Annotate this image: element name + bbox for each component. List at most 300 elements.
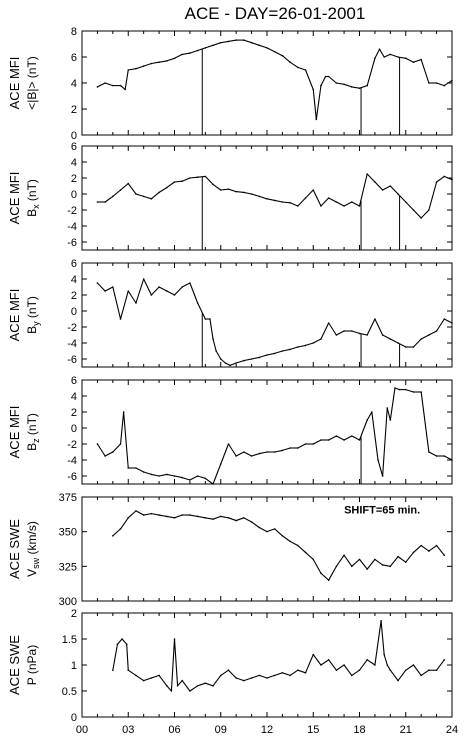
data-point bbox=[197, 475, 199, 477]
line-segment bbox=[136, 279, 144, 303]
line-segment bbox=[421, 60, 429, 83]
line-segment bbox=[413, 60, 421, 63]
data-point bbox=[181, 680, 183, 682]
data-point bbox=[351, 201, 353, 203]
x-tick-label: 18 bbox=[353, 724, 366, 736]
data-point bbox=[390, 185, 392, 187]
line-segment bbox=[190, 515, 198, 516]
y-tick-label: 0 bbox=[70, 130, 77, 142]
line-segment bbox=[244, 452, 252, 456]
y-tick-label: 4 bbox=[70, 274, 77, 286]
data-point bbox=[135, 193, 137, 195]
data-point bbox=[312, 443, 314, 445]
data-point bbox=[343, 205, 345, 207]
x-tick-label: 12 bbox=[260, 724, 274, 736]
line-segment bbox=[387, 408, 390, 420]
line-segment bbox=[421, 546, 429, 552]
y-tick-label: 8 bbox=[70, 26, 77, 38]
line-segment bbox=[375, 182, 383, 190]
line-segment bbox=[344, 84, 352, 87]
line-segment bbox=[413, 665, 421, 675]
line-segment bbox=[313, 440, 321, 444]
line-segment bbox=[182, 283, 190, 287]
data-point bbox=[297, 545, 299, 547]
line-segment bbox=[236, 518, 244, 521]
data-point bbox=[351, 86, 353, 88]
line-segment bbox=[128, 670, 136, 675]
data-point bbox=[366, 85, 368, 87]
data-point bbox=[371, 411, 373, 413]
data-point bbox=[120, 85, 122, 87]
data-point bbox=[104, 201, 106, 203]
data-point bbox=[158, 475, 160, 477]
line-segment bbox=[167, 686, 172, 691]
line-segment bbox=[175, 476, 183, 478]
data-point bbox=[212, 338, 214, 340]
line-segment bbox=[380, 49, 385, 57]
data-point bbox=[405, 389, 407, 391]
data-point bbox=[397, 193, 399, 195]
data-point bbox=[328, 197, 330, 199]
line-segment bbox=[213, 675, 221, 685]
line-segment bbox=[321, 323, 329, 339]
line-segment bbox=[313, 90, 316, 120]
line-segment bbox=[182, 681, 190, 691]
data-point bbox=[135, 675, 137, 677]
line-segment bbox=[136, 675, 144, 680]
y-tick-label: -4 bbox=[67, 455, 77, 467]
data-point bbox=[443, 176, 445, 178]
data-point bbox=[135, 510, 137, 512]
data-point bbox=[374, 664, 376, 666]
line-segment bbox=[205, 518, 213, 519]
data-point bbox=[158, 192, 160, 194]
data-point bbox=[289, 61, 291, 63]
line-segment bbox=[175, 515, 183, 518]
line-segment bbox=[244, 518, 252, 522]
data-point bbox=[181, 514, 183, 516]
data-point bbox=[316, 119, 318, 121]
line-segment bbox=[124, 412, 129, 468]
line-segment bbox=[252, 43, 260, 46]
data-point bbox=[274, 675, 276, 677]
line-segment bbox=[151, 474, 159, 476]
line-segment bbox=[329, 660, 337, 670]
series-line bbox=[97, 279, 452, 365]
line-segment bbox=[367, 58, 375, 85]
data-point bbox=[243, 360, 245, 362]
line-segment bbox=[259, 528, 267, 532]
line-segment bbox=[151, 62, 159, 63]
line-segment bbox=[113, 529, 121, 536]
line-segment bbox=[384, 655, 387, 665]
line-segment bbox=[159, 287, 167, 291]
line-segment bbox=[236, 361, 244, 363]
line-segment bbox=[398, 670, 406, 680]
y-tick-label: 4 bbox=[70, 391, 77, 403]
series-line bbox=[97, 388, 452, 484]
data-point bbox=[328, 439, 330, 441]
data-point bbox=[251, 521, 253, 523]
line-segment bbox=[406, 390, 414, 392]
data-point bbox=[305, 69, 307, 71]
data-point bbox=[209, 318, 211, 320]
data-point bbox=[258, 357, 260, 359]
line-segment bbox=[151, 514, 159, 515]
line-segment bbox=[336, 555, 344, 566]
data-point bbox=[151, 677, 153, 679]
line-segment bbox=[213, 464, 221, 484]
data-point bbox=[158, 514, 160, 516]
line-segment bbox=[406, 665, 414, 670]
x-tick-label: 09 bbox=[214, 724, 227, 736]
line-segment bbox=[230, 363, 236, 365]
data-point bbox=[228, 443, 230, 445]
data-point bbox=[151, 63, 153, 65]
data-point bbox=[127, 669, 129, 671]
data-point bbox=[225, 362, 227, 364]
line-segment bbox=[352, 331, 360, 333]
data-point bbox=[386, 664, 388, 666]
data-point bbox=[428, 82, 430, 84]
line-segment bbox=[421, 335, 429, 339]
data-point bbox=[266, 677, 268, 679]
line-segment bbox=[221, 359, 226, 363]
shift-annotation: SHIFT=65 min. bbox=[344, 504, 421, 517]
data-point bbox=[181, 54, 183, 56]
line-segment bbox=[128, 184, 136, 194]
line-segment bbox=[121, 86, 126, 90]
line-segment bbox=[413, 546, 421, 553]
data-point bbox=[320, 338, 322, 340]
data-point bbox=[171, 690, 173, 692]
x-tick-label: 15 bbox=[307, 724, 320, 736]
instrument-label: ACE MFI bbox=[7, 288, 22, 342]
line-segment bbox=[175, 287, 183, 295]
line-segment bbox=[413, 210, 421, 218]
data-point bbox=[289, 447, 291, 449]
line-segment bbox=[205, 478, 213, 484]
data-point bbox=[151, 294, 153, 296]
y-tick-label: 1 bbox=[70, 660, 77, 672]
line-segment bbox=[360, 559, 368, 569]
shared-x-axis bbox=[76, 724, 458, 736]
data-point bbox=[220, 189, 222, 191]
data-point bbox=[126, 643, 128, 645]
line-segment bbox=[360, 660, 368, 670]
data-point bbox=[343, 554, 345, 556]
line-segment bbox=[390, 339, 398, 343]
data-point bbox=[205, 47, 207, 49]
line-segment bbox=[384, 54, 390, 57]
line-segment bbox=[306, 190, 314, 198]
line-segment bbox=[167, 474, 175, 476]
line-segment bbox=[167, 516, 175, 517]
line-segment bbox=[383, 335, 391, 339]
data-point bbox=[112, 85, 114, 87]
line-segment bbox=[336, 436, 344, 440]
data-point bbox=[274, 200, 276, 202]
data-point bbox=[297, 67, 299, 69]
data-point bbox=[220, 675, 222, 677]
line-segment bbox=[167, 58, 175, 61]
data-point bbox=[366, 659, 368, 661]
line-segment bbox=[113, 644, 118, 670]
data-point bbox=[197, 516, 199, 518]
line-segment bbox=[216, 351, 221, 359]
data-point bbox=[274, 353, 276, 355]
data-point bbox=[289, 675, 291, 677]
data-point bbox=[97, 282, 99, 284]
data-point bbox=[228, 517, 230, 519]
data-point bbox=[251, 42, 253, 44]
x-tick-label: 06 bbox=[168, 724, 181, 736]
line-segment bbox=[290, 541, 298, 545]
y-tick-label: 1.5 bbox=[61, 634, 77, 646]
line-segment bbox=[329, 77, 337, 84]
data-point bbox=[420, 391, 422, 393]
line-segment bbox=[144, 472, 152, 474]
data-point bbox=[282, 450, 284, 452]
line-segment bbox=[290, 203, 298, 206]
data-point bbox=[158, 286, 160, 288]
data-point bbox=[336, 82, 338, 84]
line-segment bbox=[144, 514, 152, 515]
data-point bbox=[205, 517, 207, 519]
line-segment bbox=[244, 359, 252, 361]
quantity-label: $V_{sw}$ (km/s) bbox=[25, 521, 41, 577]
data-point bbox=[394, 387, 396, 389]
panel-6 bbox=[7, 608, 452, 724]
line-segment bbox=[367, 559, 375, 569]
data-point bbox=[359, 439, 361, 441]
data-point bbox=[382, 189, 384, 191]
line-segment bbox=[221, 41, 229, 42]
data-point bbox=[274, 451, 276, 453]
line-segment bbox=[313, 190, 321, 206]
data-point bbox=[235, 455, 237, 457]
y-tick-label: 0 bbox=[70, 306, 77, 318]
data-point bbox=[351, 330, 353, 332]
line-segment bbox=[210, 319, 213, 339]
data-point bbox=[405, 346, 407, 348]
y-tick-label: 4 bbox=[70, 157, 77, 169]
data-point bbox=[428, 669, 430, 671]
data-point bbox=[374, 181, 376, 183]
y-tick-label: 0.5 bbox=[61, 686, 77, 698]
y-tick-label: -6 bbox=[67, 237, 77, 249]
line-segment bbox=[375, 621, 381, 665]
data-point bbox=[420, 545, 422, 547]
line-segment bbox=[336, 331, 344, 335]
data-point bbox=[428, 550, 430, 552]
line-segment bbox=[175, 181, 183, 182]
data-point bbox=[282, 201, 284, 203]
x-tick-label: 21 bbox=[399, 724, 412, 736]
line-segment bbox=[167, 291, 175, 295]
y-tick-label: -2 bbox=[67, 322, 77, 334]
data-point bbox=[320, 664, 322, 666]
data-point bbox=[312, 189, 314, 191]
data-point bbox=[320, 85, 322, 87]
y-tick-label: 300 bbox=[58, 596, 77, 608]
data-point bbox=[151, 513, 153, 515]
y-tick-label: 6 bbox=[70, 258, 77, 270]
data-point bbox=[282, 350, 284, 352]
line-segment bbox=[244, 40, 252, 43]
series-line bbox=[97, 174, 452, 218]
line-segment bbox=[105, 452, 113, 456]
line-segment bbox=[252, 357, 260, 359]
data-point bbox=[135, 302, 137, 304]
line-segment bbox=[205, 176, 213, 184]
line-segment bbox=[97, 283, 105, 291]
data-point bbox=[397, 342, 399, 344]
y-tick-label: 2 bbox=[70, 104, 77, 116]
line-segment bbox=[367, 412, 372, 420]
line-segment bbox=[228, 670, 236, 678]
line-segment bbox=[267, 48, 275, 52]
instrument-label: ACE SWE bbox=[7, 519, 22, 579]
data-point bbox=[166, 60, 168, 62]
data-point bbox=[127, 517, 129, 519]
line-segment bbox=[383, 186, 391, 190]
data-point bbox=[386, 407, 388, 409]
line-segment bbox=[298, 670, 306, 673]
data-point bbox=[397, 56, 399, 58]
data-point bbox=[297, 669, 299, 671]
line-segment bbox=[444, 456, 452, 460]
data-point bbox=[212, 45, 214, 47]
panel-frame bbox=[82, 146, 452, 250]
data-point bbox=[390, 669, 392, 671]
data-point bbox=[351, 675, 353, 677]
data-point bbox=[336, 201, 338, 203]
data-point bbox=[443, 554, 445, 556]
line-segment bbox=[282, 56, 290, 63]
data-point bbox=[158, 61, 160, 63]
line-segment bbox=[205, 683, 213, 686]
data-point bbox=[328, 322, 330, 324]
data-point bbox=[328, 76, 330, 78]
data-point bbox=[274, 51, 276, 53]
data-point bbox=[451, 179, 453, 181]
line-segment bbox=[252, 522, 260, 528]
data-point bbox=[320, 572, 322, 574]
line-segment bbox=[429, 452, 437, 456]
line-segment bbox=[198, 303, 206, 319]
data-point bbox=[282, 672, 284, 674]
data-point bbox=[258, 196, 260, 198]
data-point bbox=[120, 189, 122, 191]
line-segment bbox=[398, 557, 406, 563]
y-tick-label: 4 bbox=[70, 78, 77, 90]
data-point bbox=[436, 181, 438, 183]
line-segment bbox=[267, 675, 275, 678]
data-point bbox=[266, 354, 268, 356]
line-segment bbox=[259, 675, 267, 678]
line-segment bbox=[252, 675, 260, 678]
line-segment bbox=[151, 192, 159, 198]
line-segment bbox=[313, 559, 321, 573]
line-segment bbox=[97, 83, 105, 87]
line-segment bbox=[236, 452, 244, 456]
data-point bbox=[366, 568, 368, 570]
line-segment bbox=[244, 192, 252, 194]
data-point bbox=[366, 334, 368, 336]
data-point bbox=[289, 349, 291, 351]
data-point bbox=[413, 61, 415, 63]
y-tick-label: -6 bbox=[67, 471, 77, 483]
data-point bbox=[189, 690, 191, 692]
data-point bbox=[197, 50, 199, 52]
data-point bbox=[405, 669, 407, 671]
line-segment bbox=[221, 516, 229, 517]
data-point bbox=[189, 479, 191, 481]
data-point bbox=[135, 68, 137, 70]
line-segment bbox=[275, 200, 283, 202]
line-segment bbox=[383, 408, 388, 476]
y-tick-label: -2 bbox=[67, 205, 77, 217]
line-segment bbox=[375, 559, 383, 565]
line-segment bbox=[267, 353, 275, 355]
line-segment bbox=[344, 202, 352, 206]
line-segment bbox=[159, 675, 167, 685]
line-segment bbox=[372, 412, 378, 460]
line-segment bbox=[352, 559, 360, 566]
line-segment bbox=[190, 686, 198, 691]
data-point bbox=[228, 669, 230, 671]
line-segment bbox=[282, 448, 290, 450]
line-segment bbox=[171, 639, 174, 691]
data-point bbox=[97, 443, 99, 445]
line-segment bbox=[136, 66, 144, 69]
line-segment bbox=[151, 675, 159, 678]
line-segment bbox=[352, 436, 360, 440]
panel-stack bbox=[7, 26, 453, 724]
line-segment bbox=[298, 67, 306, 70]
line-segment bbox=[228, 40, 236, 41]
line-segment bbox=[378, 460, 383, 476]
data-point bbox=[97, 86, 99, 88]
data-point bbox=[436, 545, 438, 547]
line-segment bbox=[275, 673, 283, 676]
line-segment bbox=[298, 444, 306, 448]
data-point bbox=[405, 58, 407, 60]
line-segment bbox=[144, 196, 152, 198]
line-segment bbox=[190, 177, 198, 178]
instrument-label: ACE SWE bbox=[7, 635, 22, 695]
line-segment bbox=[429, 546, 437, 552]
data-point bbox=[120, 443, 122, 445]
line-segment bbox=[406, 58, 414, 62]
data-point bbox=[135, 467, 137, 469]
data-point bbox=[251, 358, 253, 360]
instrument-label: ACE MFI bbox=[7, 171, 22, 225]
data-point bbox=[413, 209, 415, 211]
data-point bbox=[112, 286, 114, 288]
panel-1 bbox=[7, 26, 453, 142]
data-point bbox=[220, 42, 222, 44]
data-point bbox=[197, 685, 199, 687]
data-point bbox=[405, 201, 407, 203]
line-segment bbox=[316, 86, 321, 120]
data-point bbox=[382, 334, 384, 336]
data-point bbox=[436, 330, 438, 332]
data-point bbox=[158, 675, 160, 677]
data-point bbox=[282, 55, 284, 57]
line-segment bbox=[117, 639, 122, 644]
